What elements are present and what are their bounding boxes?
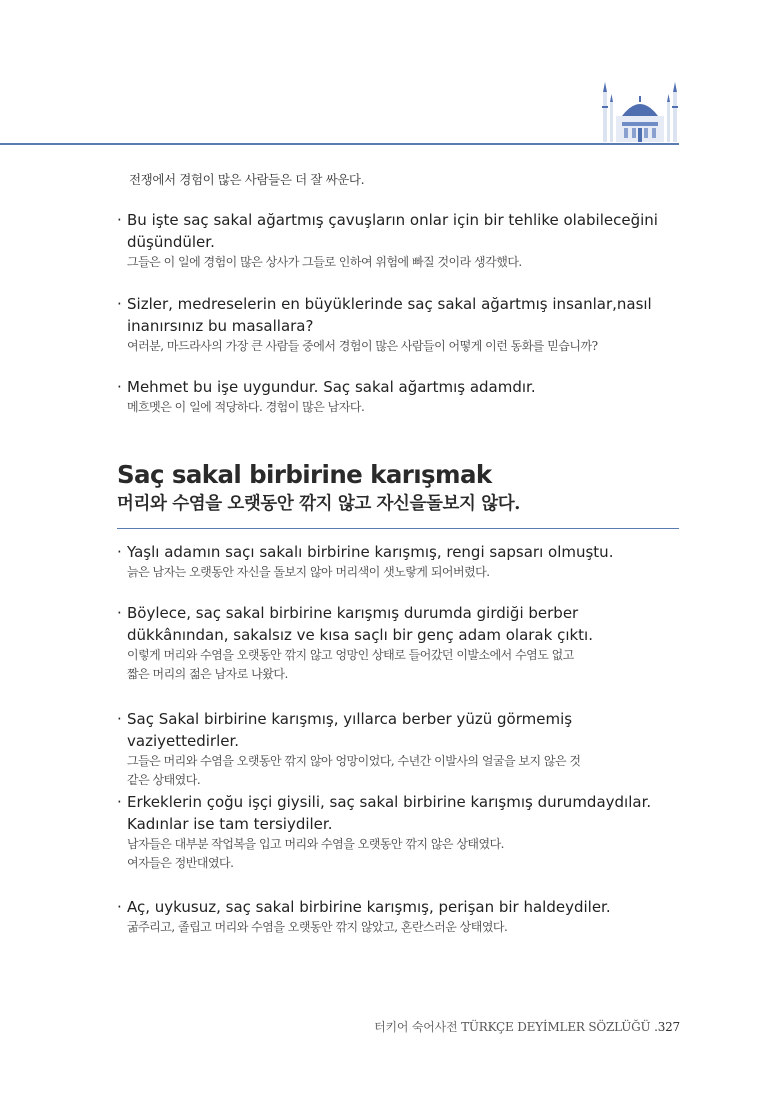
example-entry [117,602,682,684]
example-entry [117,791,682,873]
korean-translation [117,337,682,356]
page-footer [374,1018,680,1035]
turkish-line: inanırsınız bu masallara? [127,317,314,335]
korean-translation [117,253,682,272]
bullet-mark: · [117,378,122,396]
bullet-mark: · [117,543,122,561]
turkish-line: Aç, uykusuz, saç sakal birbirine karışmış, perişan bir haldeydiler. [127,898,611,916]
turkish-sentence [117,602,682,646]
turkish-line: Bu işte saç sakal ağartmış çavuşların onlar için bir tehlike olabileceğini [127,211,658,229]
turkish-line: Yaşlı adamın saçı sakalı birbirine karışmış, rengi sapsarı olmuştu. [127,543,614,561]
example-entry [117,896,682,937]
turkish-line: Böylece, saç sakal birbirine karışmış durumda girdiği berber [127,604,579,622]
turkish-line: Mehmet bu işe uygundur. Saç sakal ağartmış adamdır. [127,378,536,396]
turkish-sentence [117,708,682,752]
example-entry [117,293,682,356]
korean-translation [117,918,682,937]
turkish-sentence [117,896,682,918]
korean-line: 이렇게 머리와 수염을 오랫동안 깎지 않고 엉망인 상태로 들어갔던 이발소에서 수염도 없고 [127,648,574,662]
turkish-line: Saç Sakal birbirine karışmış, yıllarca berber yüzü görmemiş vaziyettedirler. [127,710,573,750]
bullet-mark: · [117,295,122,313]
korean-line: 메흐멧은 이 일에 적당하다. 경험이 많은 남자다. [127,400,365,414]
bullet-mark: · [117,211,122,229]
korean-translation [117,835,682,873]
example-entry [117,376,682,417]
turkish-sentence [117,209,682,253]
turkish-line: Kadınlar ise tam tersiydiler. [127,815,333,833]
bullet-mark: · [117,710,122,728]
korean-line: 여자들은 정반대였다. [127,856,234,870]
idiom-heading: Saç sakal birbirine karışmak [117,460,492,489]
page-number: .327 [654,1020,680,1034]
korean-line: 남자들은 대부분 작업복을 입고 머리와 수염을 오랫동안 깎지 않은 상태였다. [127,837,504,851]
footer-title: 터키어 숙어사전 TÜRKÇE DEYİMLER SÖZLÜĞÜ [374,1020,651,1034]
example-entry [117,541,682,582]
korean-translation [117,563,682,582]
korean-translation [117,752,682,790]
turkish-sentence [117,791,682,835]
korean-line: 같은 상태였다. [127,773,201,787]
bullet-mark: · [117,604,122,622]
idiom-meaning: 머리와 수염을 오랫동안 깎지 않고 자신을돌보지 않다. [117,494,520,514]
korean-line: 짧은 머리의 젊은 남자로 나왔다. [127,667,288,681]
korean-line: 그들은 머리와 수염을 오랫동안 깎지 않아 엉망이었다, 수년간 이발사의 얼굴을 보지 않은 것 [127,754,581,768]
mosque-icon [598,78,682,144]
example-entry [117,209,682,272]
turkish-sentence [117,541,682,563]
turkish-sentence [117,293,682,337]
header-rule [0,143,679,145]
bullet-mark: · [117,898,122,916]
korean-translation [117,398,682,417]
turkish-line: Sizler, medreselerin en büyüklerinde saç sakal ağartmış insanlar,nasıl [127,295,652,313]
turkish-line: Erkeklerin çoğu işçi giysili, saç sakal birbirine karışmış durumdaydılar. [127,793,652,811]
turkish-line: dükkânından, sakalsız ve kısa saçlı bir genç adam olarak çıktı. [127,626,593,644]
korean-translation [117,646,682,684]
bullet-mark: · [117,793,122,811]
example-entry [117,708,682,790]
korean-line: 그들은 이 일에 경험이 많은 상사가 그들로 인하여 위험에 빠질 것이라 생각했다. [127,255,522,269]
korean-line: 여러분, 마드라사의 가장 큰 사람들 중에서 경험이 많은 사람들이 어떻게 이런 동화를 믿습니까? [127,339,598,353]
turkish-line: düşündüler. [127,233,215,251]
korean-line: 굶주리고, 졸립고 머리와 수염을 오랫동안 깎지 않았고, 혼란스러운 상태였다. [127,920,508,934]
korean-line: 늙은 남자는 오랫동안 자신을 돌보지 않아 머리색이 샛노랗게 되어버렸다. [127,565,490,579]
intro-korean-line: 전쟁에서 경험이 많은 사람들은 더 잘 싸운다. [129,172,365,187]
turkish-sentence [117,376,682,398]
section-rule [117,528,679,529]
